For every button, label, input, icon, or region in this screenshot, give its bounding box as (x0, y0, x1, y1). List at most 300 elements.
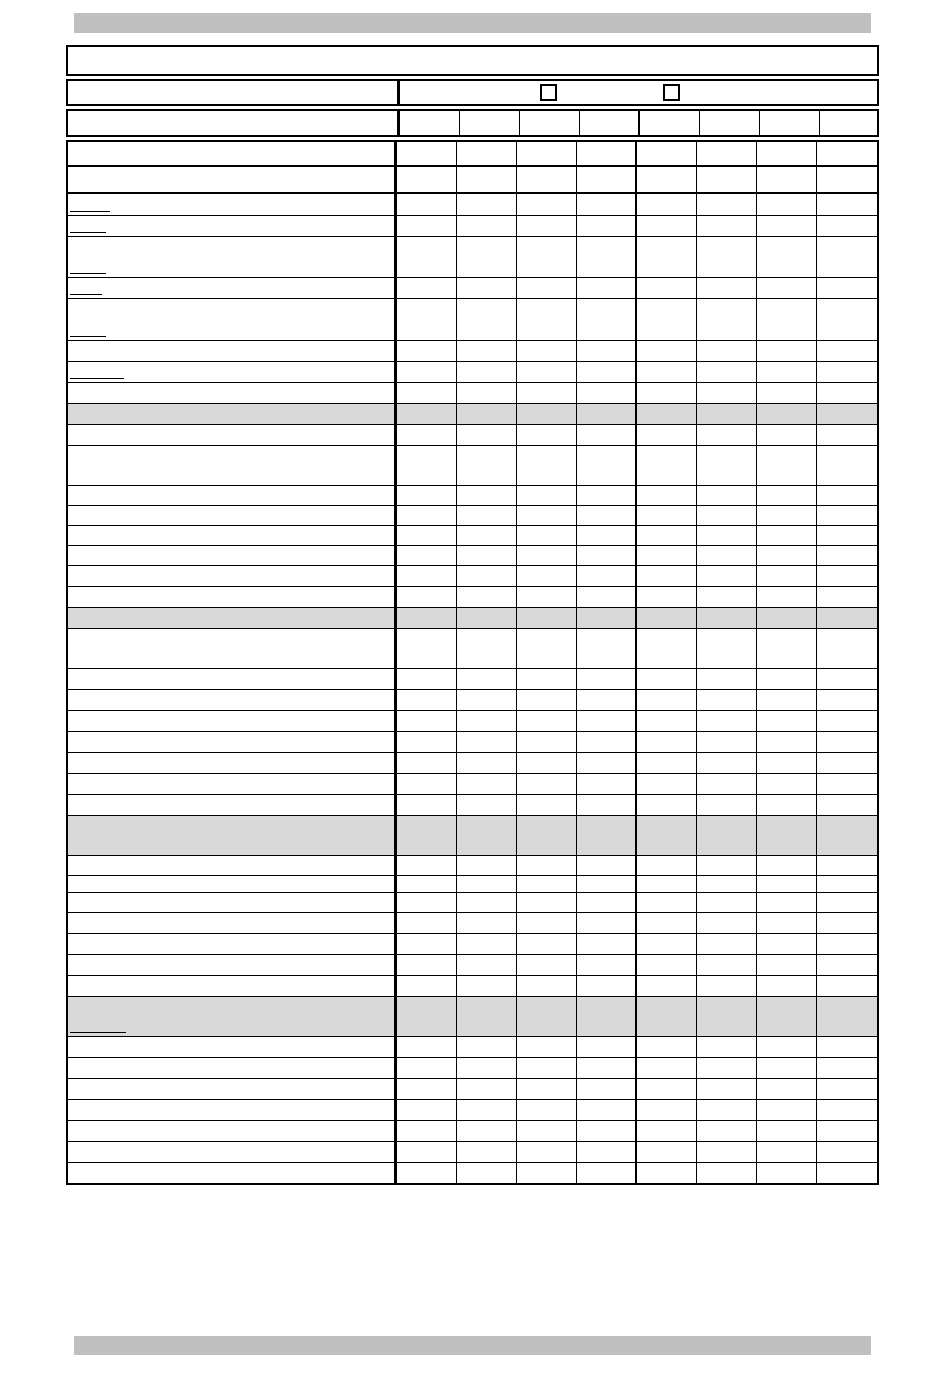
entry-cell[interactable] (517, 566, 577, 586)
entry-cell[interactable] (457, 526, 517, 545)
entry-cell[interactable] (517, 446, 577, 485)
entry-cell[interactable] (817, 1058, 877, 1078)
entry-cell[interactable] (397, 795, 457, 815)
entry-cell[interactable] (457, 795, 517, 815)
entry-cell[interactable] (517, 856, 577, 875)
entry-cell[interactable] (757, 299, 817, 340)
entry-cell[interactable] (817, 278, 877, 298)
entry-cell[interactable] (457, 237, 517, 277)
entry-cell[interactable] (457, 1100, 517, 1120)
entry-cell[interactable] (637, 142, 697, 165)
entry-cell[interactable] (817, 997, 877, 1036)
entry-cell[interactable] (397, 976, 457, 996)
entry-cell[interactable] (397, 425, 457, 445)
entry-cell[interactable] (817, 608, 877, 628)
entry-cell[interactable] (757, 167, 817, 192)
entry-cell[interactable] (637, 711, 697, 731)
entry-cell[interactable] (757, 876, 817, 892)
entry-cell[interactable] (577, 913, 637, 933)
entry-cell[interactable] (397, 383, 457, 403)
entry-cell[interactable] (517, 669, 577, 689)
entry-cell[interactable] (637, 816, 697, 855)
entry-cell[interactable] (637, 1163, 697, 1183)
entry-cell[interactable] (457, 404, 517, 424)
entry-cell[interactable] (757, 997, 817, 1036)
entry-cell[interactable] (577, 383, 637, 403)
entry-cell[interactable] (757, 774, 817, 794)
entry-cell[interactable] (457, 506, 517, 525)
entry-cell[interactable] (457, 876, 517, 892)
entry-cell[interactable] (577, 955, 637, 975)
entry-cell[interactable] (757, 341, 817, 361)
entry-cell[interactable] (757, 753, 817, 773)
entry-cell[interactable] (817, 876, 877, 892)
entry-cell[interactable] (637, 955, 697, 975)
entry-cell[interactable] (517, 1163, 577, 1183)
entry-cell[interactable] (757, 587, 817, 607)
entry-cell[interactable] (577, 893, 637, 912)
entry-cell[interactable] (697, 711, 757, 731)
entry-cell[interactable] (397, 774, 457, 794)
entry-cell[interactable] (637, 690, 697, 710)
entry-cell[interactable] (697, 1079, 757, 1099)
entry-cell[interactable] (577, 587, 637, 607)
entry-cell[interactable] (757, 506, 817, 525)
entry-cell[interactable] (757, 669, 817, 689)
entry-cell[interactable] (397, 816, 457, 855)
entry-cell[interactable] (457, 774, 517, 794)
entry-cell[interactable] (817, 1163, 877, 1183)
entry-cell[interactable] (397, 1121, 457, 1141)
entry-cell[interactable] (457, 566, 517, 586)
entry-cell[interactable] (757, 446, 817, 485)
entry-cell[interactable] (817, 1121, 877, 1141)
entry-cell[interactable] (757, 856, 817, 875)
entry-cell[interactable] (577, 1121, 637, 1141)
entry-cell[interactable] (457, 1058, 517, 1078)
entry-cell[interactable] (517, 587, 577, 607)
entry-cell[interactable] (517, 546, 577, 565)
entry-cell[interactable] (817, 774, 877, 794)
entry-cell[interactable] (637, 976, 697, 996)
entry-cell[interactable] (517, 816, 577, 855)
entry-cell[interactable] (397, 1079, 457, 1099)
entry-cell[interactable] (637, 506, 697, 525)
entry-cell[interactable] (637, 587, 697, 607)
entry-cell[interactable] (457, 608, 517, 628)
entry-cell[interactable] (517, 753, 577, 773)
entry-cell[interactable] (397, 856, 457, 875)
entry-cell[interactable] (517, 608, 577, 628)
entry-cell[interactable] (397, 587, 457, 607)
entry-cell[interactable] (457, 383, 517, 403)
entry-cell[interactable] (697, 194, 757, 215)
entry-cell[interactable] (697, 142, 757, 165)
entry-cell[interactable] (517, 1079, 577, 1099)
entry-cell[interactable] (757, 216, 817, 236)
entry-cell[interactable] (577, 506, 637, 525)
entry-cell[interactable] (817, 526, 877, 545)
entry-cell[interactable] (397, 1037, 457, 1057)
entry-cell[interactable] (697, 669, 757, 689)
entry-cell[interactable] (817, 299, 877, 340)
entry-cell[interactable] (697, 997, 757, 1036)
entry-cell[interactable] (697, 216, 757, 236)
entry-cell[interactable] (637, 341, 697, 361)
entry-cell[interactable] (697, 278, 757, 298)
entry-cell[interactable] (757, 1100, 817, 1120)
entry-cell[interactable] (697, 934, 757, 954)
entry-cell[interactable] (517, 506, 577, 525)
entry-cell[interactable] (457, 1037, 517, 1057)
entry-cell[interactable] (757, 816, 817, 855)
entry-cell[interactable] (637, 383, 697, 403)
entry-cell[interactable] (577, 608, 637, 628)
entry-cell[interactable] (577, 856, 637, 875)
entry-cell[interactable] (577, 425, 637, 445)
entry-cell[interactable] (457, 278, 517, 298)
entry-cell[interactable] (817, 976, 877, 996)
entry-cell[interactable] (457, 425, 517, 445)
entry-cell[interactable] (457, 1121, 517, 1141)
entry-cell[interactable] (457, 1163, 517, 1183)
entry-cell[interactable] (637, 299, 697, 340)
entry-cell[interactable] (697, 795, 757, 815)
entry-cell[interactable] (457, 997, 517, 1036)
entry-cell[interactable] (517, 795, 577, 815)
entry-cell[interactable] (817, 1079, 877, 1099)
entry-cell[interactable] (817, 955, 877, 975)
entry-cell[interactable] (397, 299, 457, 340)
entry-cell[interactable] (457, 486, 517, 505)
entry-cell[interactable] (637, 1037, 697, 1057)
entry-cell[interactable] (577, 237, 637, 277)
entry-cell[interactable] (397, 876, 457, 892)
entry-cell[interactable] (697, 425, 757, 445)
entry-cell[interactable] (697, 341, 757, 361)
entry-cell[interactable] (757, 425, 817, 445)
entry-cell[interactable] (637, 913, 697, 933)
entry-cell[interactable] (757, 383, 817, 403)
entry-cell[interactable] (457, 753, 517, 773)
entry-cell[interactable] (817, 732, 877, 752)
entry-cell[interactable] (517, 167, 577, 192)
entry-cell[interactable] (517, 404, 577, 424)
entry-cell[interactable] (697, 1100, 757, 1120)
entry-cell[interactable] (697, 1121, 757, 1141)
entry-cell[interactable] (637, 237, 697, 277)
entry-cell[interactable] (697, 1142, 757, 1162)
entry-cell[interactable] (637, 893, 697, 912)
entry-cell[interactable] (517, 690, 577, 710)
entry-cell[interactable] (577, 1037, 637, 1057)
entry-cell[interactable] (517, 486, 577, 505)
entry-cell[interactable] (577, 732, 637, 752)
entry-cell[interactable] (757, 278, 817, 298)
entry-cell[interactable] (457, 142, 517, 165)
entry-cell[interactable] (457, 934, 517, 954)
entry-cell[interactable] (697, 383, 757, 403)
entry-cell[interactable] (697, 816, 757, 855)
entry-cell[interactable] (397, 546, 457, 565)
entry-cell[interactable] (817, 194, 877, 215)
entry-cell[interactable] (637, 629, 697, 668)
entry-cell[interactable] (817, 566, 877, 586)
entry-cell[interactable] (457, 976, 517, 996)
entry-cell[interactable] (577, 934, 637, 954)
entry-cell[interactable] (457, 587, 517, 607)
entry-cell[interactable] (757, 362, 817, 382)
entry-cell[interactable] (517, 383, 577, 403)
entry-cell[interactable] (517, 629, 577, 668)
entry-cell[interactable] (817, 341, 877, 361)
entry-cell[interactable] (697, 1037, 757, 1057)
entry-cell[interactable] (817, 1037, 877, 1057)
entry-cell[interactable] (397, 1058, 457, 1078)
entry-cell[interactable] (757, 934, 817, 954)
entry-cell[interactable] (697, 167, 757, 192)
entry-cell[interactable] (517, 341, 577, 361)
entry-cell[interactable] (817, 629, 877, 668)
entry-cell[interactable] (757, 1079, 817, 1099)
entry-cell[interactable] (637, 278, 697, 298)
entry-cell[interactable] (817, 237, 877, 277)
entry-cell[interactable] (577, 795, 637, 815)
entry-cell[interactable] (577, 753, 637, 773)
entry-cell[interactable] (817, 142, 877, 165)
entry-cell[interactable] (697, 913, 757, 933)
entry-cell[interactable] (457, 194, 517, 215)
entry-cell[interactable] (637, 486, 697, 505)
entry-cell[interactable] (457, 893, 517, 912)
entry-cell[interactable] (757, 608, 817, 628)
entry-cell[interactable] (697, 893, 757, 912)
entry-cell[interactable] (577, 690, 637, 710)
entry-cell[interactable] (517, 1058, 577, 1078)
entry-cell[interactable] (637, 608, 697, 628)
entry-cell[interactable] (637, 1121, 697, 1141)
entry-cell[interactable] (457, 711, 517, 731)
entry-cell[interactable] (577, 976, 637, 996)
entry-cell[interactable] (757, 913, 817, 933)
entry-cell[interactable] (397, 194, 457, 215)
entry-cell[interactable] (397, 278, 457, 298)
entry-cell[interactable] (697, 1058, 757, 1078)
entry-cell[interactable] (517, 299, 577, 340)
entry-cell[interactable] (517, 278, 577, 298)
entry-cell[interactable] (577, 362, 637, 382)
entry-cell[interactable] (397, 506, 457, 525)
entry-cell[interactable] (817, 690, 877, 710)
entry-cell[interactable] (697, 955, 757, 975)
entry-cell[interactable] (577, 167, 637, 192)
entry-cell[interactable] (757, 1142, 817, 1162)
entry-cell[interactable] (397, 1142, 457, 1162)
entry-cell[interactable] (517, 732, 577, 752)
entry-cell[interactable] (757, 955, 817, 975)
entry-cell[interactable] (577, 629, 637, 668)
entry-cell[interactable] (397, 526, 457, 545)
entry-cell[interactable] (517, 216, 577, 236)
entry-cell[interactable] (817, 893, 877, 912)
entry-cell[interactable] (697, 690, 757, 710)
entry-cell[interactable] (517, 194, 577, 215)
entry-cell[interactable] (577, 299, 637, 340)
entry-cell[interactable] (757, 404, 817, 424)
entry-cell[interactable] (517, 142, 577, 165)
entry-cell[interactable] (757, 1037, 817, 1057)
entry-cell[interactable] (637, 876, 697, 892)
entry-cell[interactable] (697, 362, 757, 382)
entry-cell[interactable] (817, 669, 877, 689)
entry-cell[interactable] (517, 997, 577, 1036)
entry-cell[interactable] (517, 893, 577, 912)
entry-cell[interactable] (637, 774, 697, 794)
entry-cell[interactable] (637, 795, 697, 815)
entry-cell[interactable] (757, 546, 817, 565)
entry-cell[interactable] (697, 506, 757, 525)
entry-cell[interactable] (457, 690, 517, 710)
entry-cell[interactable] (577, 278, 637, 298)
entry-cell[interactable] (757, 1058, 817, 1078)
entry-cell[interactable] (577, 997, 637, 1036)
entry-cell[interactable] (577, 446, 637, 485)
entry-cell[interactable] (397, 608, 457, 628)
entry-cell[interactable] (637, 546, 697, 565)
entry-cell[interactable] (517, 425, 577, 445)
entry-cell[interactable] (697, 774, 757, 794)
entry-cell[interactable] (397, 893, 457, 912)
entry-cell[interactable] (577, 876, 637, 892)
entry-cell[interactable] (397, 955, 457, 975)
entry-cell[interactable] (517, 955, 577, 975)
entry-cell[interactable] (397, 690, 457, 710)
entry-cell[interactable] (697, 299, 757, 340)
entry-cell[interactable] (457, 955, 517, 975)
entry-cell[interactable] (757, 1121, 817, 1141)
entry-cell[interactable] (637, 566, 697, 586)
entry-cell[interactable] (697, 546, 757, 565)
entry-cell[interactable] (757, 629, 817, 668)
entry-cell[interactable] (637, 216, 697, 236)
entry-cell[interactable] (457, 913, 517, 933)
entry-cell[interactable] (397, 1163, 457, 1183)
entry-cell[interactable] (637, 1079, 697, 1099)
entry-cell[interactable] (697, 237, 757, 277)
entry-cell[interactable] (517, 1142, 577, 1162)
entry-cell[interactable] (817, 362, 877, 382)
entry-cell[interactable] (457, 446, 517, 485)
entry-cell[interactable] (817, 546, 877, 565)
entry-cell[interactable] (457, 341, 517, 361)
entry-cell[interactable] (577, 1163, 637, 1183)
entry-cell[interactable] (697, 1163, 757, 1183)
entry-cell[interactable] (817, 446, 877, 485)
entry-cell[interactable] (457, 299, 517, 340)
entry-cell[interactable] (697, 976, 757, 996)
entry-cell[interactable] (817, 404, 877, 424)
entry-cell[interactable] (817, 913, 877, 933)
entry-cell[interactable] (817, 1142, 877, 1162)
entry-cell[interactable] (577, 142, 637, 165)
entry-cell[interactable] (697, 732, 757, 752)
entry-cell[interactable] (397, 711, 457, 731)
entry-cell[interactable] (757, 690, 817, 710)
entry-cell[interactable] (817, 167, 877, 192)
entry-cell[interactable] (517, 526, 577, 545)
entry-cell[interactable] (577, 1142, 637, 1162)
entry-cell[interactable] (457, 669, 517, 689)
entry-cell[interactable] (577, 404, 637, 424)
entry-cell[interactable] (757, 526, 817, 545)
entry-cell[interactable] (517, 934, 577, 954)
entry-cell[interactable] (697, 753, 757, 773)
entry-cell[interactable] (697, 856, 757, 875)
entry-cell[interactable] (697, 526, 757, 545)
entry-cell[interactable] (637, 669, 697, 689)
entry-cell[interactable] (517, 876, 577, 892)
entry-cell[interactable] (397, 404, 457, 424)
entry-cell[interactable] (637, 732, 697, 752)
entry-cell[interactable] (517, 362, 577, 382)
entry-cell[interactable] (397, 934, 457, 954)
entry-cell[interactable] (577, 711, 637, 731)
entry-cell[interactable] (397, 486, 457, 505)
entry-cell[interactable] (517, 913, 577, 933)
entry-cell[interactable] (697, 608, 757, 628)
entry-cell[interactable] (637, 1100, 697, 1120)
entry-cell[interactable] (517, 711, 577, 731)
entry-cell[interactable] (577, 566, 637, 586)
entry-cell[interactable] (637, 1142, 697, 1162)
entry-cell[interactable] (637, 404, 697, 424)
entry-cell[interactable] (757, 194, 817, 215)
entry-cell[interactable] (517, 1121, 577, 1141)
entry-cell[interactable] (757, 732, 817, 752)
entry-cell[interactable] (637, 362, 697, 382)
entry-cell[interactable] (457, 362, 517, 382)
entry-cell[interactable] (577, 341, 637, 361)
entry-cell[interactable] (397, 216, 457, 236)
entry-cell[interactable] (817, 486, 877, 505)
entry-cell[interactable] (397, 1100, 457, 1120)
entry-cell[interactable] (637, 997, 697, 1036)
entry-cell[interactable] (817, 383, 877, 403)
entry-cell[interactable] (397, 997, 457, 1036)
entry-cell[interactable] (817, 506, 877, 525)
entry-cell[interactable] (457, 732, 517, 752)
entry-cell[interactable] (817, 587, 877, 607)
entry-cell[interactable] (517, 1037, 577, 1057)
entry-cell[interactable] (397, 237, 457, 277)
entry-cell[interactable] (397, 669, 457, 689)
entry-cell[interactable] (457, 629, 517, 668)
entry-cell[interactable] (577, 1058, 637, 1078)
entry-cell[interactable] (817, 856, 877, 875)
entry-cell[interactable] (397, 446, 457, 485)
entry-cell[interactable] (457, 216, 517, 236)
entry-cell[interactable] (757, 711, 817, 731)
entry-cell[interactable] (817, 425, 877, 445)
entry-cell[interactable] (637, 194, 697, 215)
entry-cell[interactable] (757, 893, 817, 912)
entry-cell[interactable] (397, 362, 457, 382)
entry-cell[interactable] (397, 566, 457, 586)
entry-cell[interactable] (457, 1142, 517, 1162)
entry-cell[interactable] (457, 546, 517, 565)
entry-cell[interactable] (697, 404, 757, 424)
entry-cell[interactable] (637, 167, 697, 192)
